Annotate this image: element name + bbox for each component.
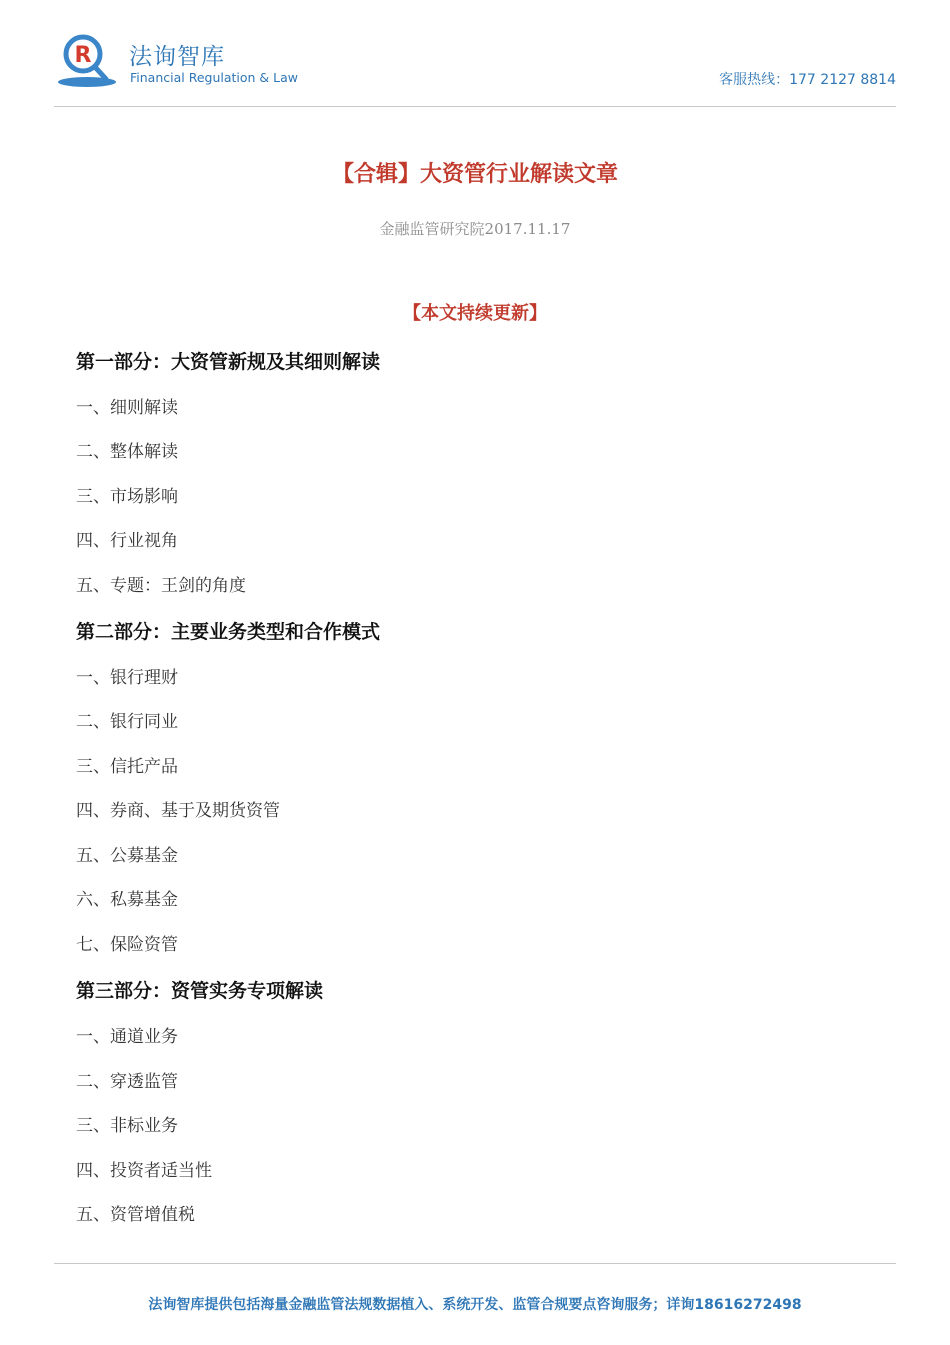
- toc-item[interactable]: 一、通道业务: [76, 1027, 178, 1047]
- customer-hotline: 客服热线：177 2127 8814: [719, 72, 896, 88]
- toc-item[interactable]: 二、整体解读: [76, 442, 178, 462]
- logo-letter: R: [74, 43, 92, 68]
- toc-item[interactable]: 四、券商、基于及期货资管: [76, 801, 280, 821]
- section-heading-3: 第三部分：资管实务专项解读: [76, 980, 324, 1002]
- toc-item[interactable]: 四、行业视角: [76, 531, 178, 551]
- toc-item[interactable]: 七、保险资管: [76, 935, 178, 955]
- toc-item[interactable]: 六、私募基金: [76, 890, 178, 910]
- page-header: [54, 28, 896, 107]
- toc-item[interactable]: 五、专题：王剑的角度: [76, 576, 246, 596]
- brand-name-en: Financial Regulation & Law: [130, 70, 298, 85]
- section-heading-1: 第一部分：大资管新规及其细则解读: [76, 351, 381, 373]
- magnifier-r-logo-icon: [56, 30, 118, 92]
- toc-item[interactable]: 四、投资者适当性: [76, 1161, 212, 1181]
- footer-service-note: 法询智库提供包括海量金融监管法规数据植入、系统开发、监管合规要点咨询服务；详询18616272498: [148, 1297, 802, 1313]
- page-footer: [54, 1263, 896, 1345]
- toc-item[interactable]: 五、资管增值税: [76, 1205, 195, 1225]
- toc-item[interactable]: 二、银行同业: [76, 712, 178, 732]
- toc-item[interactable]: 三、非标业务: [76, 1116, 178, 1136]
- brand-name-cn: 法询智库: [129, 44, 225, 70]
- section-heading-2: 第二部分：主要业务类型和合作模式: [76, 621, 381, 643]
- toc-item[interactable]: 五、公募基金: [76, 846, 178, 866]
- document-meta: 金融监管研究院2017.11.17: [379, 220, 571, 238]
- update-note: 【本文持续更新】: [403, 303, 547, 324]
- toc-item[interactable]: 三、信托产品: [76, 757, 178, 777]
- toc-item[interactable]: 一、银行理财: [76, 668, 178, 688]
- toc-item[interactable]: 一、细则解读: [76, 398, 178, 418]
- toc-item[interactable]: 二、穿透监管: [76, 1072, 178, 1092]
- document-title: 【合辑】大资管行业解读文章: [331, 161, 618, 187]
- toc-item[interactable]: 三、市场影响: [76, 487, 178, 507]
